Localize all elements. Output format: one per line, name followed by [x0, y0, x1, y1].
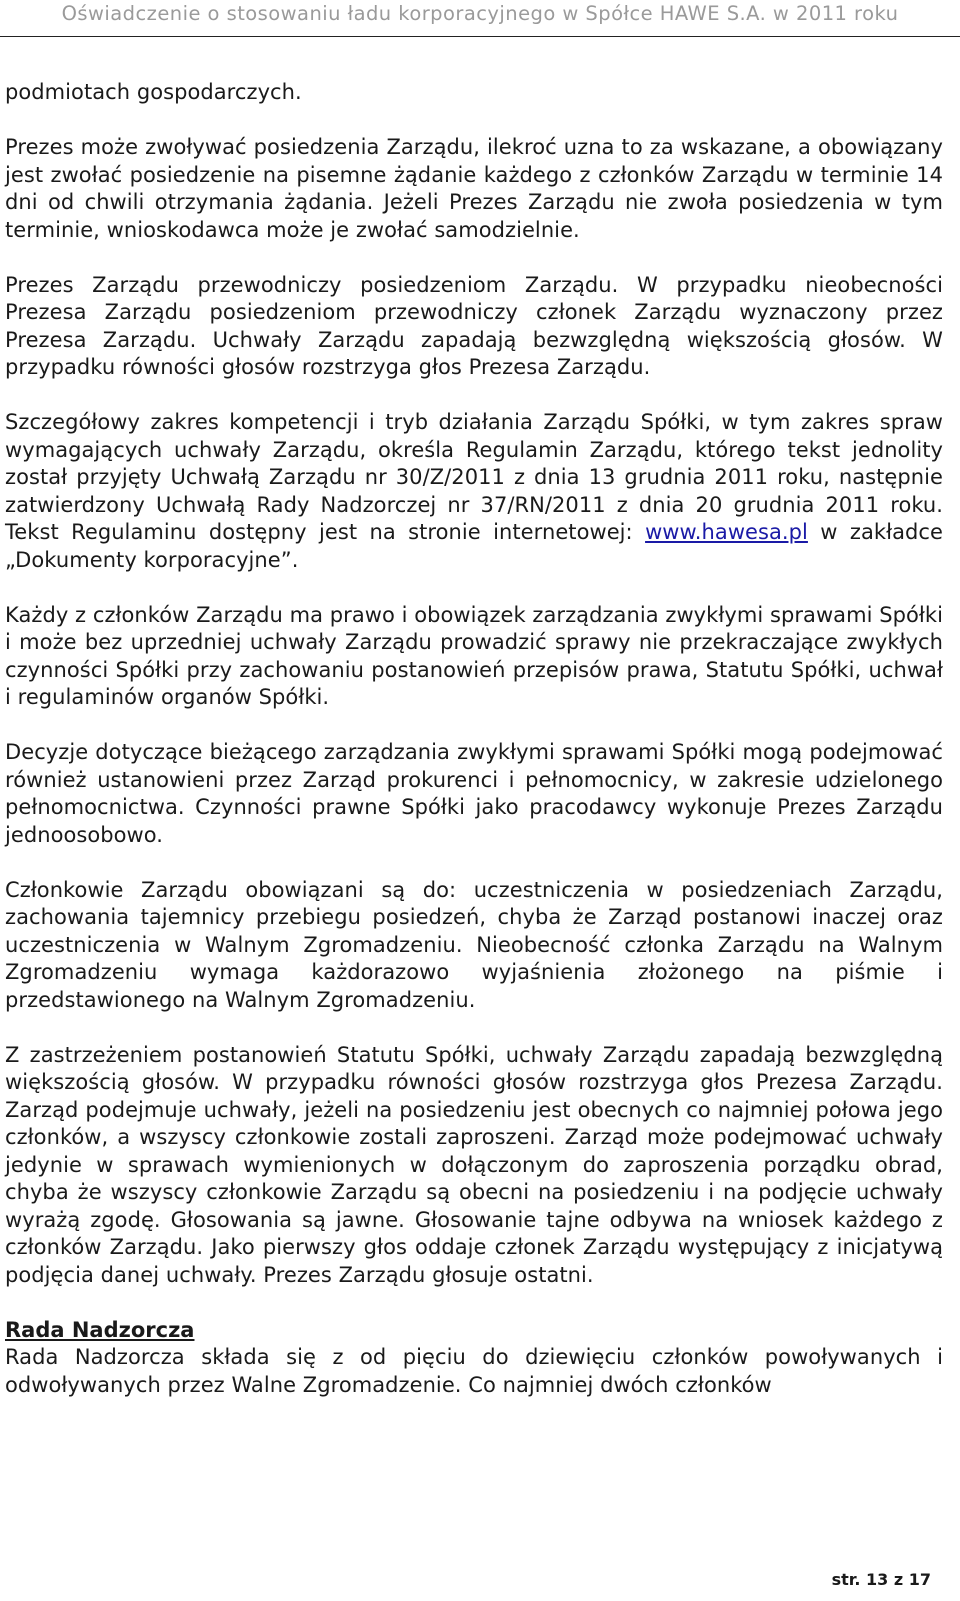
paragraph: Rada Nadzorcza składa się z od pięciu do dziewięciu członków powoływanych i odwoływanych przez Walne Zgromadzenie. Co najmniej dwóch członków [5, 1345, 943, 1397]
paragraph: Prezes Zarządu przewodniczy posiedzeniom Zarządu. W przypadku nieobecności Prezesa Zarządu posiedzeniom przewodniczy członek Zarządu wyznaczony przez Prezesa Zarządu. Uchwały Zarządu zapadają bezwzględną większością głosów. W przypadku równości głosów rozstrzyga głos Prezesa Zarządu. [5, 272, 943, 379]
paragraph: Członkowie Zarządu obowiązani są do: uczestniczenia w posiedzeniach Zarządu, zachowania tajemnicy przebiegu posiedzeń, chyba że Zarząd postanowi inaczej oraz uczestniczenia w Walnym Zgromadzeniu. Nieobecność członka Zarządu na Walnym Zgromadzeniu wymaga każdorazowo wyjaśnienia złożonego na piśmie i przedstawionego na Walnym Zgromadzeniu. [5, 877, 943, 1012]
website-link[interactable]: www.hawesa.pl [645, 520, 808, 544]
page-number: str. 13 z 17 [831, 1570, 931, 1589]
paragraph [5, 409, 943, 574]
paragraph-text: w zakładce „Dokumenty korporacyjne”. [5, 520, 943, 572]
paragraph: Decyzje dotyczące bieżącego zarządzania zwykłymi sprawami Spółki mogą podejmować również ustanowieni przez Zarząd prokurenci i pełnomocnicy, w zakresie udzielonego pełnomocnictwa. Czynności prawne Spółki jako pracodawcy wykonuje Prezes Zarządu jednoosobowo. [5, 740, 943, 847]
paragraph: Każdy z członków Zarządu ma prawo i obowiązek zarządzania zwykłymi sprawami Spółki i może bez uprzedniej uchwały Zarządu prowadzić sprawy nie przekraczające zwykłych czynności Spółki przy zachowaniu postanowień przepisów prawa, Statutu Spółki, uchwał i regulaminów organów Spółki. [5, 602, 943, 709]
section-heading: Rada Nadzorcza [5, 1317, 195, 1342]
document-body [5, 79, 943, 1427]
document-title: Oświadczenie o stosowaniu ładu korporacyjnego w Spółce HAWE S.A. w 2011 roku [61, 2, 899, 25]
paragraph-text: Szczegółowy zakres kompetencji i tryb działania Zarządu Spółki, w tym zakres spraw wymagających uchwały Zarządu, określa Regulamin Zarządu, którego tekst jednolity został przyjęty Uchwałą Zarządu nr 30/Z/2011 z dnia 13 grudnia 2011 roku, następnie zatwierdzony Uchwałą Rady Nadzorczej nr 37/RN/2011 z dnia 20 grudnia 2011 roku. Tekst Regulaminu dostępny jest na stronie internetowej: [5, 410, 943, 544]
paragraph: Prezes może zwoływać posiedzenia Zarządu, ilekroć uzna to za wskazane, a obowiązany jest zwołać posiedzenie na pisemne żądanie każdego z członków Zarządu w terminie 14 dni od chwili otrzymania żądania. Jeżeli Prezes Zarządu nie zwoła posiedzenia w tym terminie, wnioskodawca może je zwołać samodzielnie. [5, 135, 943, 242]
page-header [0, 0, 960, 37]
paragraph: Z zastrzeżeniem postanowień Statutu Spółki, uchwały Zarządu zapadają bezwzględną większością głosów. W przypadku równości głosów rozstrzyga głos Prezesa Zarządu. Zarząd podejmuje uchwały, jeżeli na posiedzeniu jest obecnych co najmniej połowa jego członków, a wszyscy członkowie zostali zaproszeni. Zarząd może podejmować uchwały jedynie w sprawach wymienionych w dołączonym do zaproszenia porządku obrad, chyba że wszyscy członkowie Zarządu są obecni na posiedzeniu i na podjęcie uchwały wyrażą zgodę. Głosowania są jawne. Głosowanie tajne odbywa na wniosek każdego z członków Zarządu. Jako pierwszy głos oddaje członek Zarządu występujący z inicjatywą podjęcia danej uchwały. Prezes Zarządu głosuje ostatni. [5, 1042, 943, 1287]
paragraph: podmiotach gospodarczych. [5, 80, 302, 104]
